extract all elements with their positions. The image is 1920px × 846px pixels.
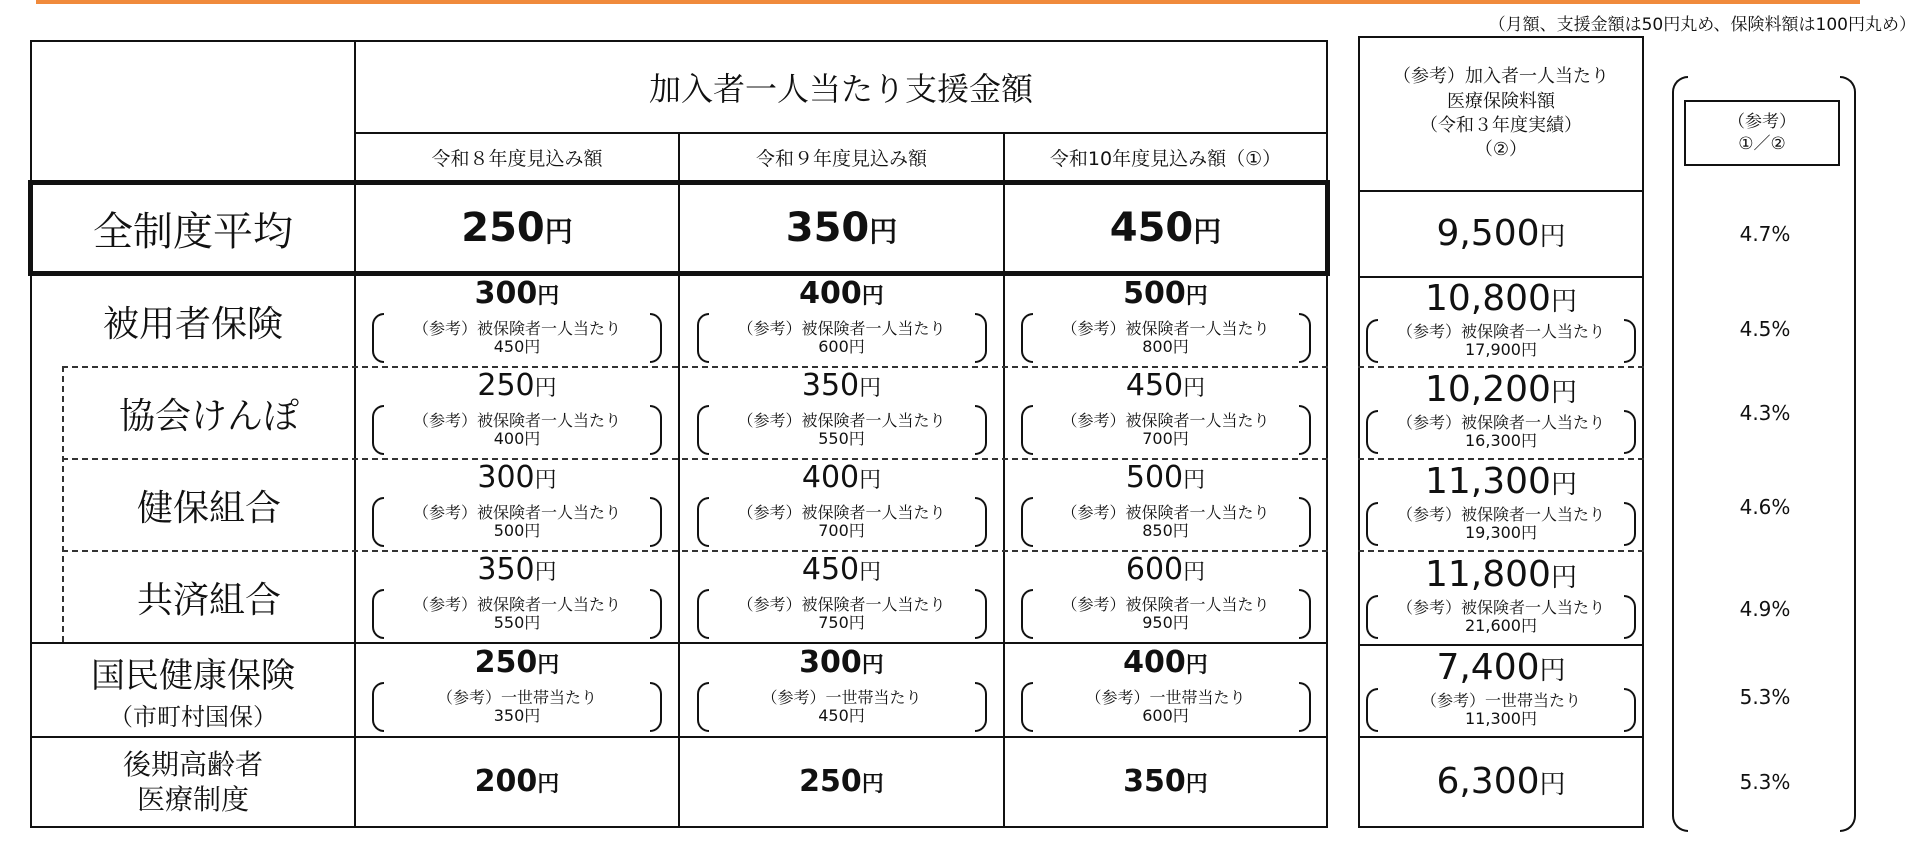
per-insured-reference (1021, 313, 1311, 363)
premium-header-line: （②） (1474, 139, 1528, 161)
row-label-all-average: 全制度平均 (93, 208, 293, 255)
yen-unit: 円 (537, 284, 560, 309)
value: 350 (801, 368, 860, 403)
yen-unit: 円 (1539, 222, 1566, 252)
yen-unit: 円 (1183, 560, 1206, 585)
value: 300 (799, 645, 862, 680)
per-insured-reference (1366, 319, 1636, 363)
premium-header-line: （参考）加入者一人当たり (1393, 66, 1609, 88)
value-cell (356, 644, 678, 736)
value-cell (680, 182, 1003, 274)
sub-caption: （参考）被保険者一人当たり (412, 502, 621, 522)
sub-caption: （参考）一世帯当たり (761, 687, 922, 707)
yen-unit: 円 (1183, 468, 1206, 493)
premium-value: 9,500 (1436, 213, 1540, 254)
yen-unit: 円 (859, 560, 882, 585)
row-label-kenpo-kumiai: 健保組合 (136, 487, 281, 529)
sub-value: 11,300円 (1465, 709, 1537, 728)
value-cell (680, 644, 1003, 736)
value: 600 (1125, 552, 1184, 587)
value-cell (1005, 182, 1326, 274)
value-cell (1005, 552, 1326, 642)
per-household-reference (372, 682, 662, 732)
value: 400 (1123, 645, 1186, 680)
ratio-value: 4.3% (1739, 401, 1791, 425)
premium-value: 7,400 (1436, 647, 1540, 688)
sub-value: 950円 (1142, 613, 1189, 632)
premium-header-line: 医療保険料額 (1447, 90, 1555, 112)
ratio-value: 5.3% (1739, 770, 1791, 794)
yen-unit: 円 (861, 772, 884, 797)
value-cell (680, 738, 1003, 826)
row-label-employee-insurance: 被用者保険 (102, 303, 283, 345)
value: 350 (785, 205, 870, 251)
premium-header-line: （令和３年度実績） (1420, 115, 1582, 136)
value: 300 (477, 460, 535, 495)
row-label-late-elderly (32, 738, 354, 826)
row-label-sub: 医療制度 (136, 783, 249, 816)
value-cell (356, 552, 678, 642)
sub-caption: （参考）被保険者一人当たり (412, 318, 621, 338)
sub-value: 800円 (1142, 337, 1189, 356)
per-insured-reference (1366, 595, 1636, 639)
yen-unit: 円 (861, 284, 884, 309)
value: 400 (799, 276, 862, 311)
ratio-value: 4.7% (1739, 222, 1791, 246)
yen-unit: 円 (534, 468, 557, 493)
yen-unit: 円 (1539, 770, 1566, 800)
value-cell (1005, 276, 1326, 366)
value-cell (1005, 644, 1326, 736)
sub-caption: （参考）一世帯当たり (436, 687, 597, 707)
sub-caption: （参考）被保険者一人当たり (1061, 502, 1270, 522)
sub-value: 600円 (1142, 706, 1189, 725)
yen-unit: 円 (1193, 215, 1222, 248)
row-label: 国民健康保険 (91, 656, 295, 696)
value: 250 (799, 764, 862, 799)
ratio-header (1684, 100, 1840, 166)
per-insured-reference (372, 313, 662, 363)
value-cell (680, 460, 1003, 550)
ratio-value: 4.6% (1739, 495, 1791, 519)
premium-value: 10,800 (1425, 278, 1551, 319)
yen-unit: 円 (537, 772, 560, 797)
per-household-reference (1021, 682, 1311, 732)
per-household-reference (1366, 688, 1636, 732)
value: 250 (477, 368, 535, 403)
yen-unit: 円 (1550, 470, 1577, 500)
row-label-kyosai-kumiai: 共済組合 (136, 579, 281, 621)
rounding-note: （月額、支援金額は50円丸め、保険料額は100円丸め） (1488, 15, 1916, 35)
value-cell (680, 368, 1003, 458)
value: 450 (1109, 205, 1194, 251)
yen-unit: 円 (859, 468, 882, 493)
column-header-r8: 令和８年度見込み額 (431, 147, 603, 170)
ratio-value: 4.9% (1739, 597, 1791, 621)
yen-unit: 円 (1550, 287, 1577, 317)
value-cell (356, 460, 678, 550)
per-insured-reference (1021, 589, 1311, 639)
yen-unit: 円 (1185, 772, 1208, 797)
sub-value: 450円 (493, 337, 541, 356)
value-cell (356, 182, 678, 274)
sub-caption: （参考）被保険者一人当たり (412, 594, 621, 614)
per-insured-reference (1021, 405, 1311, 455)
yen-unit: 円 (869, 215, 898, 248)
value: 500 (1123, 276, 1186, 311)
yen-unit: 円 (1550, 563, 1577, 593)
row-label-national-health-insurance (32, 644, 354, 736)
per-insured-reference (1366, 502, 1636, 546)
sub-value: 350円 (493, 706, 541, 725)
yen-unit: 円 (1185, 284, 1208, 309)
premium-cell (1360, 460, 1642, 550)
premium-cell (1360, 738, 1642, 826)
sub-caption: （参考）被保険者一人当たり (737, 594, 946, 614)
sub-caption: （参考）被保険者一人当たり (1061, 594, 1270, 614)
yen-unit: 円 (1185, 653, 1208, 678)
sub-value: 700円 (1142, 429, 1189, 448)
yen-unit: 円 (1539, 656, 1566, 686)
per-insured-reference (372, 497, 662, 547)
value: 350 (1123, 764, 1186, 799)
premium-value: 11,300 (1425, 461, 1551, 502)
premium-value: 6,300 (1436, 761, 1540, 802)
value: 400 (801, 460, 860, 495)
yen-unit: 円 (1550, 378, 1577, 408)
premium-header (1360, 38, 1642, 190)
value: 450 (1125, 368, 1184, 403)
value-cell (1005, 368, 1326, 458)
column-header-r10: 令和10年度見込み額（①） (1049, 147, 1282, 170)
per-insured-reference (372, 405, 662, 455)
per-insured-reference (697, 405, 987, 455)
sub-value: 700円 (818, 521, 865, 540)
per-insured-reference (1366, 410, 1636, 454)
premium-value: 10,200 (1425, 369, 1551, 410)
value: 200 (474, 764, 538, 799)
yen-unit: 円 (859, 376, 882, 401)
value-cell (1005, 738, 1326, 826)
row-label-kyokai-kenpo: 協会けんぽ (118, 395, 299, 437)
yen-unit: 円 (537, 653, 560, 678)
sub-caption: （参考）被保険者一人当たり (1396, 412, 1605, 432)
sub-value: 850円 (1142, 521, 1189, 540)
main-header: 加入者一人当たり支援金額 (648, 70, 1033, 108)
value: 450 (801, 552, 860, 587)
value: 250 (461, 205, 545, 251)
sub-value: 400円 (493, 429, 541, 448)
value-cell (356, 276, 678, 366)
premium-cell (1360, 368, 1642, 458)
yen-unit: 円 (534, 376, 557, 401)
sub-value: 21,600円 (1465, 616, 1537, 635)
sub-value: 450円 (818, 706, 865, 725)
per-household-reference (697, 682, 987, 732)
value-cell (680, 552, 1003, 642)
sub-value: 550円 (818, 429, 865, 448)
column-header-r9: 令和９年度見込み額 (755, 147, 927, 170)
premium-cell (1360, 646, 1642, 736)
sub-caption: （参考）被保険者一人当たり (1061, 410, 1270, 430)
premium-cell (1360, 552, 1642, 644)
sub-caption: （参考）一世帯当たり (1085, 687, 1246, 707)
ratio-header-line: （参考） (1728, 111, 1796, 132)
value: 250 (474, 645, 538, 680)
value: 500 (1125, 460, 1184, 495)
ratio-value: 4.5% (1739, 317, 1791, 341)
sub-caption: （参考）被保険者一人当たり (1396, 597, 1605, 617)
sub-caption: （参考）被保険者一人当たり (1061, 318, 1270, 338)
per-insured-reference (1021, 497, 1311, 547)
sub-caption: （参考）被保険者一人当たり (1396, 504, 1605, 524)
sub-value: 16,300円 (1465, 431, 1537, 450)
value: 300 (474, 276, 538, 311)
per-insured-reference (697, 589, 987, 639)
sub-caption: （参考）被保険者一人当たり (1396, 321, 1605, 341)
value: 350 (477, 552, 535, 587)
premium-cell (1360, 278, 1642, 366)
per-insured-reference (372, 589, 662, 639)
premium-cell (1360, 192, 1642, 276)
yen-unit: 円 (861, 653, 884, 678)
yen-unit: 円 (1183, 376, 1206, 401)
value-cell (680, 276, 1003, 366)
yen-unit: 円 (544, 215, 573, 248)
value-cell (356, 738, 678, 826)
row-label-sub: （市町村国保） (109, 703, 277, 731)
sub-value: 500円 (493, 521, 541, 540)
sub-value: 19,300円 (1465, 523, 1537, 542)
value-cell (356, 368, 678, 458)
premium-value: 11,800 (1425, 554, 1551, 595)
sub-value: 750円 (818, 613, 865, 632)
ratio-header-line: ①／② (1738, 134, 1786, 154)
top-rule (36, 0, 1860, 4)
sub-caption: （参考）被保険者一人当たり (737, 318, 946, 338)
ratio-value: 5.3% (1739, 685, 1791, 709)
per-insured-reference (697, 313, 987, 363)
sub-caption: （参考）被保険者一人当たり (412, 410, 621, 430)
per-insured-reference (697, 497, 987, 547)
sub-caption: （参考）被保険者一人当たり (737, 502, 946, 522)
sub-value: 550円 (493, 613, 541, 632)
yen-unit: 円 (534, 560, 557, 585)
sub-caption: （参考）被保険者一人当たり (737, 410, 946, 430)
sub-caption: （参考）一世帯当たり (1420, 690, 1581, 710)
value-cell (1005, 460, 1326, 550)
row-label: 後期高齢者 (122, 748, 263, 781)
sub-value: 600円 (818, 337, 865, 356)
sub-value: 17,900円 (1465, 340, 1537, 359)
